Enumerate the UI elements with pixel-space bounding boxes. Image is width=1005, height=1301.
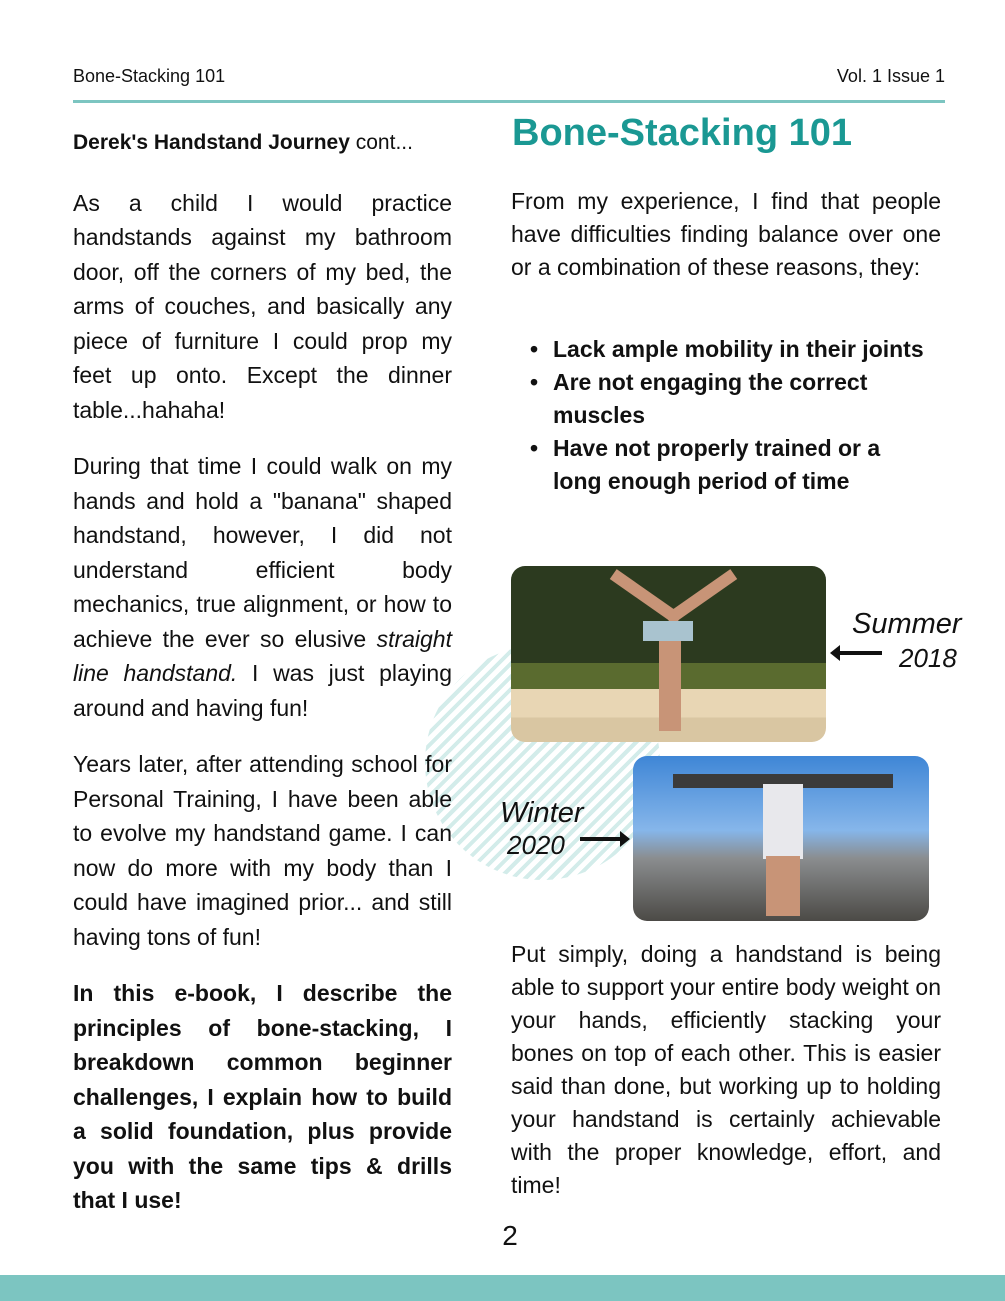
header-divider xyxy=(73,100,945,103)
arrow-right-icon xyxy=(580,837,620,841)
winter-2020-photo xyxy=(633,756,929,921)
subtitle-rest: cont... xyxy=(349,131,413,154)
p2-text: During that time I could walk on my hands and hold a "banana" shaped handstand, however, I did not understand efficient body mechanics, true alignment, or how to achieve the ever so elusive xyxy=(73,453,452,652)
page-number: 2 xyxy=(502,1220,518,1251)
winter-year: 2020 xyxy=(507,830,565,860)
reasons-list xyxy=(530,333,930,498)
paragraph-3: Years later, after attending school for Personal Training, I have been able to evolve my handstand game. I can now do more with my body than I could have imagined prior... and still having tons of fun! xyxy=(73,751,452,950)
section-subtitle xyxy=(73,126,452,161)
winter-label: Winter xyxy=(500,797,584,829)
left-column xyxy=(73,126,452,1240)
summer-year: 2018 xyxy=(899,643,957,673)
arrow-left-icon xyxy=(840,651,882,655)
list-item: • Lack ample mobility in their joints xyxy=(530,333,930,366)
header-title: Bone-Stacking 101 xyxy=(73,66,226,86)
outro-paragraph: Put simply, doing a handstand is being able to support your entire body weight on your hands, efficiently stacking your bones on top of each other. This is easier said than done, but working up to holding your handstand is certainly achievable with the proper knowledge, effort, and time! xyxy=(511,941,941,1198)
header-issue: Vol. 1 Issue 1 xyxy=(836,66,945,86)
intro-paragraph: From my experience, I find that people have difficulties finding balance over one or a combination of these reasons, they: xyxy=(511,188,941,280)
paragraph-2 xyxy=(73,449,452,725)
list-item: • Have not properly trained or a long enough period of time xyxy=(530,432,930,498)
paragraph-4: In this e-book, I describe the principles of bone-stacking, I breakdown common beginner challenges, I explain how to build a solid foundation, plus provide you with the same tips & drills that I use! xyxy=(73,980,452,1213)
summer-label: Summer xyxy=(852,608,962,640)
summer-2018-photo xyxy=(511,566,826,742)
subtitle-bold: Derek's Handstand Journey xyxy=(73,131,350,154)
paragraph-1: As a child I would practice handstands against my bathroom door, off the corners of my bed, the arms of couches, and basically any piece of furniture I could prop my feet up onto. Except the dinner table...hahaha! xyxy=(73,189,452,423)
list-item: • Are not engaging the correct muscles xyxy=(530,366,930,432)
p2-italic: straight line handstand. xyxy=(73,625,452,686)
p2-text-end: I was just playing around and having fun! xyxy=(73,660,453,721)
section-title: Bone-Stacking 101 xyxy=(512,112,852,154)
footer-bar xyxy=(0,1275,1005,1301)
